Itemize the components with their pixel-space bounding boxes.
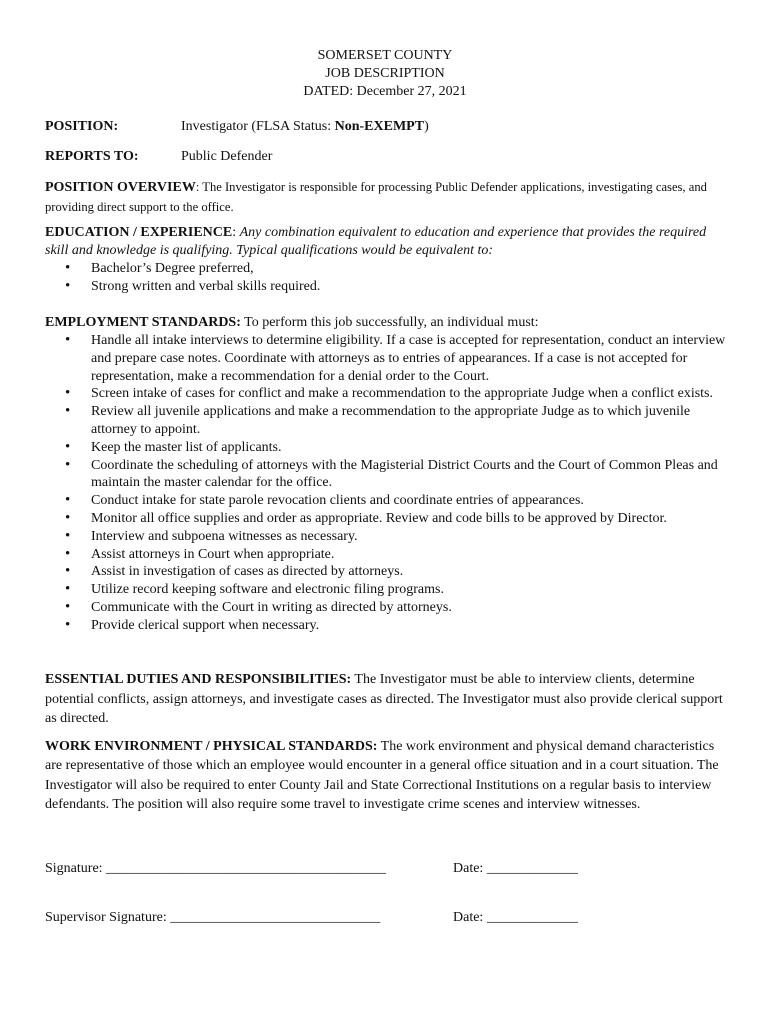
list-item: • Provide clerical support when necessary. bbox=[45, 617, 735, 635]
date-line[interactable]: Date: _____________ bbox=[453, 861, 578, 876]
list-item: • Bachelor’s Degree preferred, bbox=[45, 260, 725, 278]
position-label: POSITION: bbox=[45, 119, 119, 134]
overview-text: : The Investigator is responsible for processing Public Defender applications, investigating cases, and providing direct support to the office. bbox=[45, 180, 707, 214]
overview-label: POSITION OVERVIEW bbox=[45, 180, 196, 195]
list-item: • Screen intake of cases for conflict and make a recommendation to the appropriate Judge when a conflict exists. bbox=[45, 385, 735, 403]
employment-standards-section bbox=[45, 314, 735, 635]
supervisor-date-line[interactable]: Date: _____________ bbox=[453, 910, 578, 925]
reports-to-label: REPORTS TO: bbox=[45, 149, 139, 164]
position-close: ) bbox=[424, 119, 429, 134]
work-env-label: WORK ENVIRONMENT / PHYSICAL STANDARDS: bbox=[45, 739, 378, 754]
education-colon: : bbox=[232, 225, 240, 240]
list-item: • Interview and subpoena witnesses as necessary. bbox=[45, 528, 735, 546]
list-item: • Review all juvenile applications and make a recommendation to the appropriate Judge as to which juvenile attorney to appoint. bbox=[45, 403, 735, 439]
document-header bbox=[0, 47, 770, 101]
supervisor-signature-line[interactable]: Supervisor Signature: ______________________________ bbox=[45, 910, 381, 925]
position-overview bbox=[45, 178, 725, 217]
list-item: • Utilize record keeping software and electronic filing programs. bbox=[45, 581, 735, 599]
work-env-text: The work environment and physical demand characteristics are representative of those which an employee would encounter in a general office situation and in a court situation. The Investigator will also be required to enter County Jail and State Correctional Institutions on a regular basis to interview defendants. The position will also require some travel to investigate crime scenes and interview witnesses. bbox=[45, 739, 719, 812]
document-date: DATED: December 27, 2021 bbox=[303, 84, 467, 99]
employment-list bbox=[45, 332, 735, 635]
list-item: • Keep the master list of applicants. bbox=[45, 439, 735, 457]
county-name: SOMERSET COUNTY bbox=[317, 48, 453, 63]
education-list bbox=[45, 260, 725, 296]
list-item: • Coordinate the scheduling of attorneys with the Magisterial District Courts and the Court of Common Pleas and maintain the master calendar for the office. bbox=[45, 457, 735, 493]
flsa-status: Non-EXEMPT bbox=[334, 119, 425, 134]
education-label: EDUCATION / EXPERIENCE bbox=[45, 225, 233, 240]
reports-to-value: Public Defender bbox=[181, 149, 273, 164]
signature-line[interactable]: Signature: ________________________________________ bbox=[45, 861, 387, 876]
list-item: • Communicate with the Court in writing as directed by attorneys. bbox=[45, 599, 735, 617]
education-text: Any combination equivalent to education and experience that provides the required skill and knowledge is qualifying. Typical qualifications would be equivalent to: bbox=[45, 225, 707, 258]
employment-label: EMPLOYMENT STANDARDS: bbox=[45, 315, 241, 330]
essential-label: ESSENTIAL DUTIES AND RESPONSIBILITIES: bbox=[45, 672, 352, 687]
list-item: • Monitor all office supplies and order as appropriate. Review and code bills to be approved by Director. bbox=[45, 510, 735, 528]
list-item: • Conduct intake for state parole revocation clients and coordinate entries of appearances. bbox=[45, 492, 735, 510]
essential-duties-section bbox=[45, 670, 725, 729]
list-item: • Assist attorneys in Court when appropriate. bbox=[45, 546, 735, 564]
document-type: JOB DESCRIPTION bbox=[325, 66, 445, 81]
education-section bbox=[45, 224, 725, 296]
employment-intro: To perform this job successfully, an individual must: bbox=[240, 315, 539, 330]
reports-to-row bbox=[45, 149, 272, 165]
position-value: Investigator (FLSA Status: bbox=[181, 119, 335, 134]
essential-text: The Investigator must be able to interview clients, determine potential conflicts, assign attorneys, and investigate cases as directed. The Investigator must also provide clerical support as directed. bbox=[45, 672, 723, 726]
position-row bbox=[45, 119, 429, 135]
list-item: • Handle all intake interviews to determine eligibility. If a case is accepted for representation, conduct an interview and prepare case notes. Coordinate with attorneys as to entries of appearances. If a case is not accepted for representation, make a recommendation for a denial order to the Court. bbox=[45, 332, 735, 385]
work-environment-section bbox=[45, 737, 725, 814]
list-item: • Assist in investigation of cases as directed by attorneys. bbox=[45, 563, 735, 581]
list-item: • Strong written and verbal skills required. bbox=[45, 278, 725, 296]
